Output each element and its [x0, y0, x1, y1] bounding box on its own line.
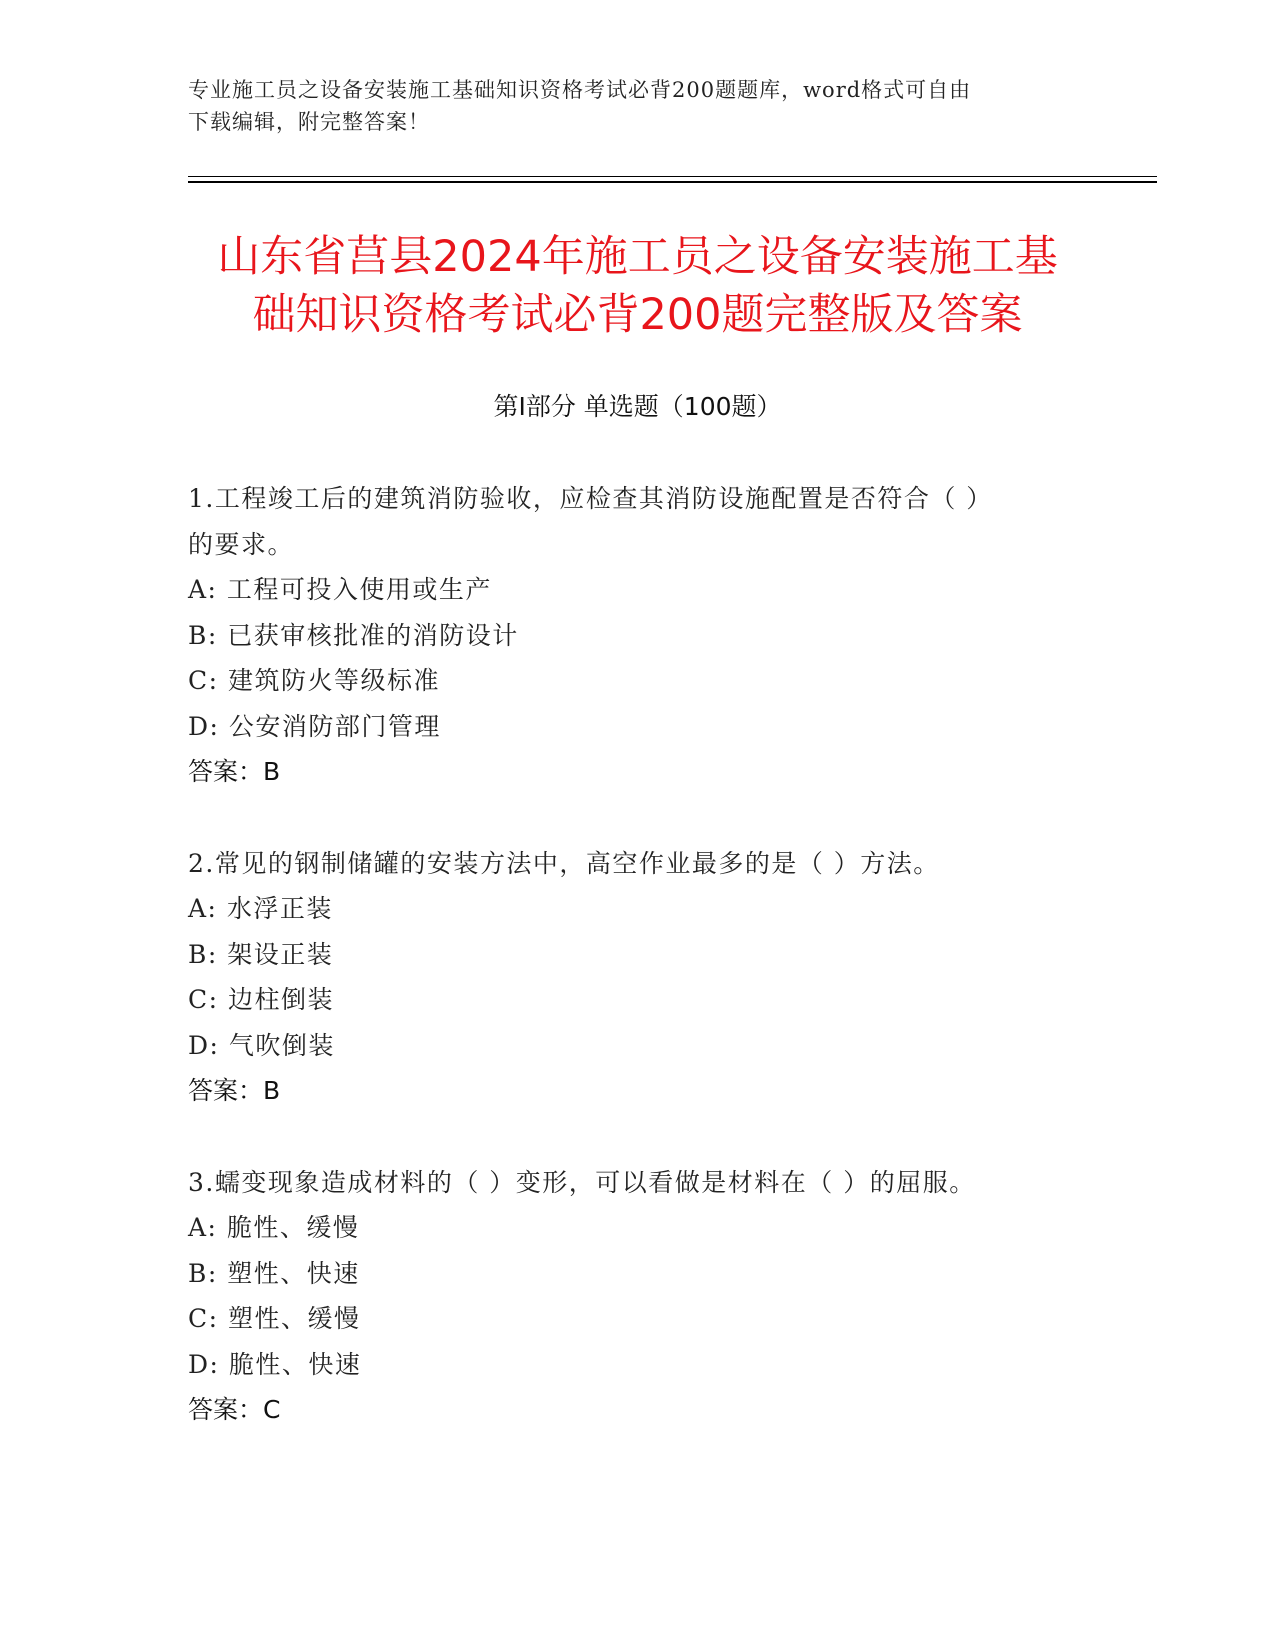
option-b: B: 塑性、快速 [188, 1258, 360, 1288]
answer: 答案：B [188, 757, 281, 786]
question-stem-continued: 的要求。 [188, 529, 295, 559]
answer: 答案：C [188, 1395, 281, 1424]
option-a: A: 水浮正装 [188, 894, 333, 923]
header-divider-thick [188, 181, 1157, 183]
question-stem: 3.蠕变现象造成材料的（ ）变形，可以看做是材料在（ ）的屈服。 [188, 1167, 976, 1197]
section-heading: 第Ⅰ部分 单选题（100题） [493, 392, 782, 421]
header-divider-thin [188, 176, 1157, 177]
option-d: D: 公安消防部门管理 [188, 711, 441, 741]
option-c: C: 塑性、缓慢 [188, 1304, 361, 1333]
document-title-line-2: 础知识资格考试必背200题完整版及答案 [252, 290, 1023, 340]
header-note-line-2: 下载编辑，附完整答案！ [188, 110, 430, 134]
question-2 [188, 841, 1088, 1114]
option-c: C: 边柱倒装 [188, 985, 334, 1014]
option-d: D: 脆性、快速 [188, 1349, 362, 1379]
option-a: A: 工程可投入使用或生产 [188, 575, 492, 604]
option-a: A: 脆性、缓慢 [188, 1213, 360, 1242]
question-stem: 2.常见的钢制储罐的安装方法中，高空作业最多的是（ ）方法。 [188, 848, 940, 878]
option-d: D: 气吹倒装 [188, 1030, 335, 1060]
option-b: B: 架设正装 [188, 939, 334, 969]
question-3 [188, 1160, 1088, 1433]
option-c: C: 建筑防火等级标准 [188, 666, 440, 695]
question-list [188, 476, 1088, 1479]
option-b: B: 已获审核批准的消防设计 [188, 620, 519, 650]
question-1 [188, 476, 1088, 795]
document-title-line-1: 山东省莒县2024年施工员之设备安装施工基 [217, 232, 1058, 282]
header-note-line-1: 专业施工员之设备安装施工基础知识资格考试必背200题题库，word格式可自由 [188, 78, 972, 102]
document-title [100, 228, 1175, 344]
answer: 答案：B [188, 1076, 281, 1105]
header-note [188, 74, 1088, 138]
question-stem: 1.工程竣工后的建筑消防验收，应检查其消防设施配置是否符合（ ） [188, 484, 993, 513]
